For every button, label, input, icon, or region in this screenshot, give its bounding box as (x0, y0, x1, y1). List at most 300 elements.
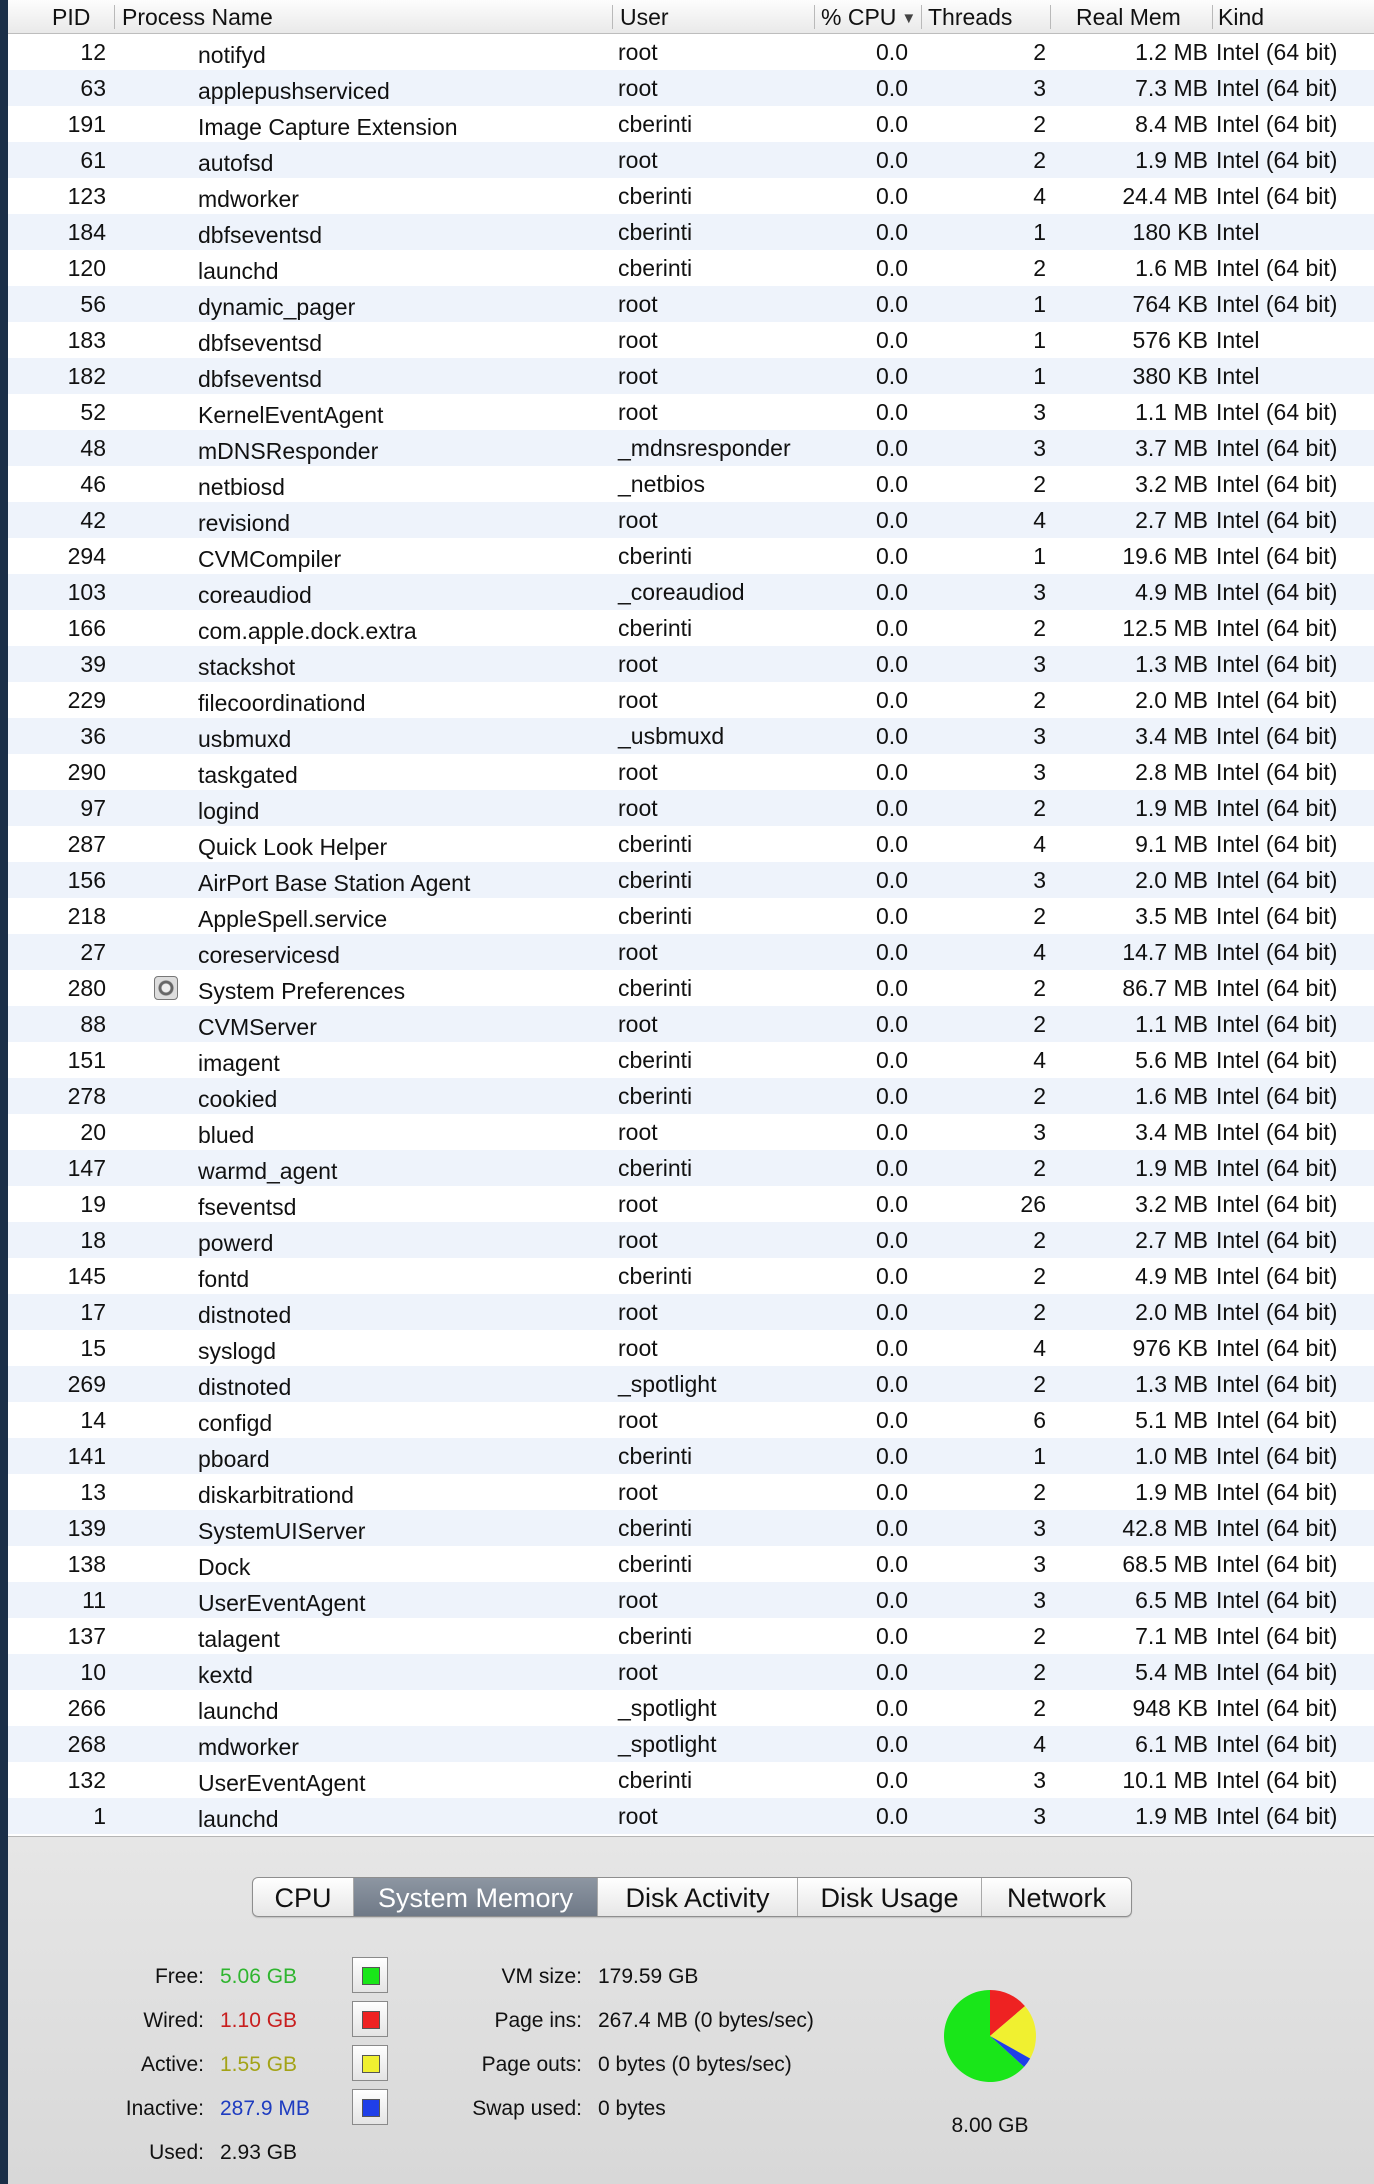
wired-memory-value: 1.10 GB (220, 2009, 298, 2032)
free-memory-value: 5.06 GB (220, 1965, 298, 1988)
threads-cell: 4 (1033, 939, 1046, 965)
cpu-cell: 0.0 (876, 1587, 908, 1613)
active-color-chip (362, 2055, 380, 2073)
pid-cell: 13 (80, 1479, 106, 1505)
table-row[interactable] (8, 934, 1374, 970)
table-row[interactable] (8, 1330, 1374, 1366)
kind-cell: Intel (64 bit) (1216, 255, 1338, 281)
kind-cell: Intel (64 bit) (1216, 291, 1338, 317)
user-cell: cberinti (618, 255, 693, 281)
pid-cell: 137 (67, 1623, 106, 1649)
table-row[interactable] (8, 34, 1374, 70)
table-row[interactable] (8, 1474, 1374, 1510)
pid-cell: 20 (80, 1119, 106, 1145)
table-row[interactable] (8, 610, 1374, 646)
table-row[interactable] (8, 1150, 1374, 1186)
user-cell: cberinti (618, 1623, 693, 1649)
table-row[interactable] (8, 1186, 1374, 1222)
column-header-process-name[interactable]: Process Name (122, 4, 273, 30)
kind-cell: Intel (64 bit) (1216, 651, 1338, 677)
process-name-cell: usbmuxd (198, 726, 292, 752)
threads-cell: 2 (1033, 39, 1046, 65)
pid-cell: 290 (67, 759, 106, 785)
column-divider (1050, 5, 1051, 29)
table-row[interactable] (8, 898, 1374, 934)
table-row[interactable] (8, 718, 1374, 754)
system-preferences-icon (154, 976, 178, 1000)
pid-cell: 11 (82, 1587, 106, 1613)
vm-size-value: 179.59 GB (598, 1965, 699, 1988)
threads-cell: 2 (1033, 687, 1046, 713)
table-row[interactable] (8, 1582, 1374, 1618)
kind-cell: Intel (64 bit) (1216, 543, 1338, 569)
kind-cell: Intel (64 bit) (1216, 975, 1338, 1001)
real-mem-cell: 9.1 MB (1135, 831, 1208, 857)
user-cell: cberinti (618, 867, 693, 893)
wired-color-chip (362, 2011, 380, 2029)
pid-cell: 266 (67, 1695, 106, 1721)
kind-cell: Intel (64 bit) (1216, 1767, 1338, 1793)
threads-cell: 2 (1033, 1299, 1046, 1325)
table-row[interactable] (8, 1510, 1374, 1546)
real-mem-cell: 976 KB (1132, 1335, 1208, 1361)
cpu-cell: 0.0 (876, 651, 908, 677)
table-row[interactable] (8, 1618, 1374, 1654)
threads-cell: 3 (1033, 399, 1046, 425)
user-cell: root (618, 939, 658, 965)
user-cell: root (618, 399, 658, 425)
kind-cell: Intel (64 bit) (1216, 939, 1338, 965)
kind-cell: Intel (64 bit) (1216, 687, 1338, 713)
threads-cell: 3 (1033, 435, 1046, 461)
pid-cell: 103 (67, 579, 106, 605)
tab-disk-activity[interactable]: Disk Activity (597, 1878, 797, 1916)
cpu-cell: 0.0 (876, 183, 908, 209)
threads-cell: 2 (1033, 1227, 1046, 1253)
user-cell: _netbios (618, 471, 705, 497)
user-cell: cberinti (618, 1443, 693, 1469)
real-mem-cell: 14.7 MB (1122, 939, 1208, 965)
kind-cell: Intel (64 bit) (1216, 1299, 1338, 1325)
cpu-cell: 0.0 (876, 219, 908, 245)
info-tabs (252, 1877, 1132, 1917)
pid-cell: 39 (80, 651, 106, 677)
user-cell: root (618, 1191, 658, 1217)
swap-used-label: Swap used: (472, 2097, 582, 2120)
process-name-cell: fontd (198, 1266, 250, 1292)
pid-cell: 18 (80, 1227, 106, 1253)
tab-network[interactable]: Network (981, 1878, 1131, 1916)
real-mem-cell: 1.2 MB (1135, 39, 1208, 65)
table-row[interactable] (8, 358, 1374, 394)
column-header-real-mem[interactable]: Real Mem (1076, 4, 1181, 30)
active-color-swatch[interactable] (352, 2045, 388, 2081)
process-table-header (8, 0, 1374, 34)
threads-cell: 2 (1033, 111, 1046, 137)
threads-cell: 26 (1020, 1191, 1046, 1217)
page-outs-value: 0 bytes (0 bytes/sec) (598, 2053, 792, 2076)
pid-cell: 191 (67, 111, 106, 137)
cpu-cell: 0.0 (876, 975, 908, 1001)
user-cell: root (618, 1119, 658, 1145)
table-row[interactable] (8, 1366, 1374, 1402)
table-row[interactable] (8, 538, 1374, 574)
table-row[interactable] (8, 970, 1374, 1006)
active-memory-label: Active: (140, 2053, 204, 2076)
user-cell: cberinti (618, 615, 693, 641)
cpu-cell: 0.0 (876, 1155, 908, 1181)
pid-cell: 218 (67, 903, 106, 929)
pid-cell: 61 (80, 147, 106, 173)
kind-cell: Intel (64 bit) (1216, 1047, 1338, 1073)
table-row[interactable] (8, 430, 1374, 466)
threads-cell: 2 (1033, 1371, 1046, 1397)
user-cell: cberinti (618, 219, 693, 245)
process-name-cell: dynamic_pager (198, 294, 356, 320)
used-memory-value: 2.93 GB (220, 2141, 298, 2164)
table-row[interactable] (8, 862, 1374, 898)
cpu-cell: 0.0 (876, 1335, 908, 1361)
cpu-cell: 0.0 (876, 327, 908, 353)
pid-cell: 48 (80, 435, 106, 461)
user-cell: root (618, 687, 658, 713)
pid-cell: 166 (67, 615, 106, 641)
cpu-cell: 0.0 (876, 39, 908, 65)
process-name-cell: coreservicesd (198, 942, 340, 968)
active-memory-value: 1.55 GB (220, 2053, 298, 2076)
table-row[interactable] (8, 1402, 1374, 1438)
user-cell: cberinti (618, 1263, 693, 1289)
real-mem-cell: 1.1 MB (1135, 399, 1208, 425)
column-header-kind[interactable]: Kind (1218, 4, 1265, 30)
cpu-cell: 0.0 (876, 435, 908, 461)
table-row[interactable] (8, 322, 1374, 358)
cpu-cell: 0.0 (876, 723, 908, 749)
table-row[interactable] (8, 1654, 1374, 1690)
kind-cell: Intel (64 bit) (1216, 1515, 1338, 1541)
kind-cell: Intel (64 bit) (1216, 1335, 1338, 1361)
process-name-cell: filecoordinationd (198, 690, 366, 716)
process-name-cell: talagent (198, 1626, 280, 1652)
process-name-cell: CVMServer (198, 1014, 317, 1040)
tab-cpu[interactable]: CPU (274, 1883, 332, 1913)
user-cell: _usbmuxd (618, 723, 725, 749)
column-divider (612, 5, 613, 29)
pid-cell: 17 (80, 1299, 106, 1325)
real-mem-cell: 380 KB (1132, 363, 1208, 389)
user-cell: root (618, 1659, 658, 1685)
threads-cell: 4 (1033, 831, 1046, 857)
system-memory-panel (8, 1836, 1374, 2184)
table-row[interactable] (8, 286, 1374, 322)
user-cell: root (618, 1011, 658, 1037)
real-mem-cell: 1.6 MB (1135, 1083, 1208, 1109)
table-row[interactable] (8, 574, 1374, 610)
pid-cell: 229 (67, 687, 106, 713)
tab-disk-usage[interactable]: Disk Usage (797, 1878, 981, 1916)
real-mem-cell: 3.4 MB (1135, 1119, 1208, 1145)
table-row[interactable] (8, 1762, 1374, 1798)
table-row[interactable] (8, 70, 1374, 106)
threads-cell: 2 (1033, 903, 1046, 929)
vm-size-label: VM size: (501, 1965, 582, 1988)
table-row[interactable] (8, 1078, 1374, 1114)
pid-cell: 183 (67, 327, 106, 353)
threads-cell: 3 (1033, 723, 1046, 749)
pid-cell: 268 (67, 1731, 106, 1757)
user-cell: root (618, 147, 658, 173)
cpu-cell: 0.0 (876, 1047, 908, 1073)
cpu-cell: 0.0 (876, 1407, 908, 1433)
kind-cell: Intel (64 bit) (1216, 1155, 1338, 1181)
kind-cell: Intel (64 bit) (1216, 1371, 1338, 1397)
threads-cell: 2 (1033, 1263, 1046, 1289)
real-mem-cell: 4.9 MB (1135, 579, 1208, 605)
threads-cell: 3 (1033, 1587, 1046, 1613)
cpu-cell: 0.0 (876, 363, 908, 389)
cpu-cell: 0.0 (876, 399, 908, 425)
real-mem-cell: 6.1 MB (1135, 1731, 1208, 1757)
column-header-threads[interactable]: Threads (928, 4, 1013, 30)
table-row[interactable] (8, 1798, 1374, 1834)
kind-cell: Intel (64 bit) (1216, 471, 1338, 497)
real-mem-cell: 5.4 MB (1135, 1659, 1208, 1685)
pid-cell: 156 (67, 867, 106, 893)
table-row[interactable] (8, 826, 1374, 862)
real-mem-cell: 2.7 MB (1135, 1227, 1208, 1253)
cpu-cell: 0.0 (876, 1263, 908, 1289)
process-name-cell: SystemUIServer (198, 1518, 366, 1544)
threads-cell: 1 (1033, 363, 1046, 389)
process-name-cell: applepushserviced (198, 78, 390, 104)
real-mem-cell: 68.5 MB (1122, 1551, 1208, 1577)
threads-cell: 3 (1033, 867, 1046, 893)
pid-cell: 36 (80, 723, 106, 749)
cpu-cell: 0.0 (876, 1083, 908, 1109)
pid-cell: 10 (80, 1659, 106, 1685)
user-cell: root (618, 363, 658, 389)
table-row[interactable] (8, 646, 1374, 682)
process-name-cell: UserEventAgent (198, 1590, 366, 1616)
user-cell: _spotlight (618, 1731, 717, 1757)
table-row[interactable] (8, 106, 1374, 142)
table-row[interactable] (8, 682, 1374, 718)
user-cell: cberinti (618, 111, 693, 137)
process-name-cell: blued (198, 1122, 255, 1148)
threads-cell: 2 (1033, 147, 1046, 173)
process-name-cell: configd (198, 1410, 273, 1436)
user-cell: root (618, 39, 658, 65)
cpu-cell: 0.0 (876, 147, 908, 173)
threads-cell: 2 (1033, 255, 1046, 281)
free-memory-label: Free: (154, 1965, 204, 1988)
real-mem-cell: 1.6 MB (1135, 255, 1208, 281)
cpu-cell: 0.0 (876, 795, 908, 821)
kind-cell: Intel (64 bit) (1216, 111, 1338, 137)
cpu-cell: 0.0 (876, 291, 908, 317)
process-name-cell: warmd_agent (198, 1158, 338, 1184)
pid-cell: 1 (93, 1803, 106, 1829)
table-row[interactable] (8, 754, 1374, 790)
real-mem-cell: 2.0 MB (1135, 687, 1208, 713)
pid-cell: 280 (67, 975, 106, 1001)
kind-cell: Intel (64 bit) (1216, 147, 1338, 173)
kind-cell: Intel (64 bit) (1216, 1623, 1338, 1649)
real-mem-cell: 3.7 MB (1135, 435, 1208, 461)
table-row[interactable] (8, 466, 1374, 502)
column-divider (1212, 5, 1213, 29)
process-name-cell: KernelEventAgent (198, 402, 384, 428)
table-row[interactable] (8, 1114, 1374, 1150)
sort-descending-icon: ▼ (901, 10, 917, 27)
real-mem-cell: 10.1 MB (1122, 1767, 1208, 1793)
cpu-cell: 0.0 (876, 111, 908, 137)
column-header-user[interactable]: User (620, 4, 669, 30)
page-outs-label: Page outs: (481, 2053, 582, 2076)
user-cell: root (618, 1299, 658, 1325)
pid-cell: 287 (67, 831, 106, 857)
column-header-cpu[interactable] (821, 0, 916, 33)
user-cell: root (618, 507, 658, 533)
user-cell: cberinti (618, 1767, 693, 1793)
process-name-cell: launchd (198, 258, 279, 284)
table-row[interactable] (8, 178, 1374, 214)
real-mem-cell: 1.9 MB (1135, 1479, 1208, 1505)
kind-cell: Intel (64 bit) (1216, 831, 1338, 857)
process-name-cell: distnoted (198, 1302, 292, 1328)
user-cell: root (618, 327, 658, 353)
user-cell: root (618, 759, 658, 785)
process-name-cell: logind (198, 798, 260, 824)
user-cell: root (618, 291, 658, 317)
cpu-cell: 0.0 (876, 1551, 908, 1577)
threads-cell: 4 (1033, 183, 1046, 209)
table-row[interactable] (8, 1042, 1374, 1078)
kind-cell: Intel (64 bit) (1216, 1083, 1338, 1109)
cpu-cell: 0.0 (876, 1479, 908, 1505)
threads-cell: 2 (1033, 1155, 1046, 1181)
pid-cell: 139 (67, 1515, 106, 1541)
kind-cell: Intel (64 bit) (1216, 867, 1338, 893)
process-name-cell: distnoted (198, 1374, 292, 1400)
process-name-cell: com.apple.dock.extra (198, 618, 417, 644)
activity-monitor-window (8, 0, 1374, 2184)
real-mem-cell: 948 KB (1132, 1695, 1208, 1721)
threads-cell: 4 (1033, 1731, 1046, 1757)
real-mem-cell: 19.6 MB (1122, 543, 1208, 569)
table-row[interactable] (8, 1258, 1374, 1294)
threads-cell: 2 (1033, 975, 1046, 1001)
user-cell: _spotlight (618, 1695, 717, 1721)
wired-color-swatch[interactable] (352, 2001, 388, 2037)
threads-cell: 4 (1033, 1047, 1046, 1073)
user-cell: root (618, 795, 658, 821)
pid-cell: 56 (80, 291, 106, 317)
real-mem-cell: 180 KB (1132, 219, 1208, 245)
kind-cell: Intel (64 bit) (1216, 1011, 1338, 1037)
table-row[interactable] (8, 1726, 1374, 1762)
table-row[interactable] (8, 394, 1374, 430)
column-header-pid[interactable]: PID (52, 4, 91, 30)
process-name-cell: cookied (198, 1086, 278, 1112)
kind-cell: Intel (64 bit) (1216, 759, 1338, 785)
pid-cell: 278 (67, 1083, 106, 1109)
pid-cell: 120 (67, 255, 106, 281)
pid-cell: 151 (67, 1047, 106, 1073)
kind-cell: Intel (64 bit) (1216, 1731, 1338, 1757)
real-mem-cell: 2.0 MB (1135, 1299, 1208, 1325)
real-mem-cell: 3.2 MB (1135, 471, 1208, 497)
page-ins-label: Page ins: (494, 2009, 582, 2032)
inactive-color-swatch[interactable] (352, 2089, 388, 2125)
pid-cell: 145 (67, 1263, 106, 1289)
user-cell: cberinti (618, 1515, 693, 1541)
pid-cell: 15 (80, 1335, 106, 1361)
pid-cell: 269 (67, 1371, 106, 1397)
user-cell: root (618, 1587, 658, 1613)
table-row[interactable] (8, 502, 1374, 538)
cpu-cell: 0.0 (876, 1767, 908, 1793)
user-cell: _spotlight (618, 1371, 717, 1397)
pid-cell: 294 (67, 543, 106, 569)
table-row[interactable] (8, 1546, 1374, 1582)
user-cell: cberinti (618, 1155, 693, 1181)
user-cell: root (618, 1479, 658, 1505)
kind-cell: Intel (1216, 327, 1260, 353)
column-header-cpu-label: % CPU (821, 4, 897, 30)
table-row[interactable] (8, 1294, 1374, 1330)
threads-cell: 1 (1033, 291, 1046, 317)
table-row[interactable] (8, 1438, 1374, 1474)
process-name-cell: Image Capture Extension (198, 114, 458, 140)
table-row[interactable] (8, 142, 1374, 178)
process-name-cell: dbfseventsd (198, 366, 323, 392)
threads-cell: 4 (1033, 1335, 1046, 1361)
real-mem-cell: 764 KB (1132, 291, 1208, 317)
user-cell: _mdnsresponder (618, 435, 791, 461)
user-cell: root (618, 651, 658, 677)
threads-cell: 3 (1033, 759, 1046, 785)
table-row[interactable] (8, 214, 1374, 250)
cpu-cell: 0.0 (876, 903, 908, 929)
kind-cell: Intel (64 bit) (1216, 1263, 1338, 1289)
real-mem-cell: 5.1 MB (1135, 1407, 1208, 1433)
pid-cell: 123 (67, 183, 106, 209)
table-row[interactable] (8, 1006, 1374, 1042)
process-name-cell: System Preferences (198, 978, 406, 1004)
threads-cell: 2 (1033, 471, 1046, 497)
pid-cell: 52 (80, 399, 106, 425)
process-name-cell: mdworker (198, 186, 299, 212)
threads-cell: 2 (1033, 1659, 1046, 1685)
free-color-swatch[interactable] (352, 1957, 388, 1993)
column-divider (814, 5, 815, 29)
threads-cell: 3 (1033, 75, 1046, 101)
table-row[interactable] (8, 1690, 1374, 1726)
cpu-cell: 0.0 (876, 255, 908, 281)
cpu-cell: 0.0 (876, 759, 908, 785)
real-mem-cell: 3.5 MB (1135, 903, 1208, 929)
kind-cell: Intel (64 bit) (1216, 1695, 1338, 1721)
real-mem-cell: 86.7 MB (1122, 975, 1208, 1001)
table-row[interactable] (8, 250, 1374, 286)
process-name-cell: Quick Look Helper (198, 834, 388, 860)
kind-cell: Intel (64 bit) (1216, 1443, 1338, 1469)
user-cell: root (618, 1407, 658, 1433)
table-row[interactable] (8, 1222, 1374, 1258)
table-row[interactable] (8, 790, 1374, 826)
tab-system-memory[interactable]: System Memory (353, 1878, 597, 1916)
